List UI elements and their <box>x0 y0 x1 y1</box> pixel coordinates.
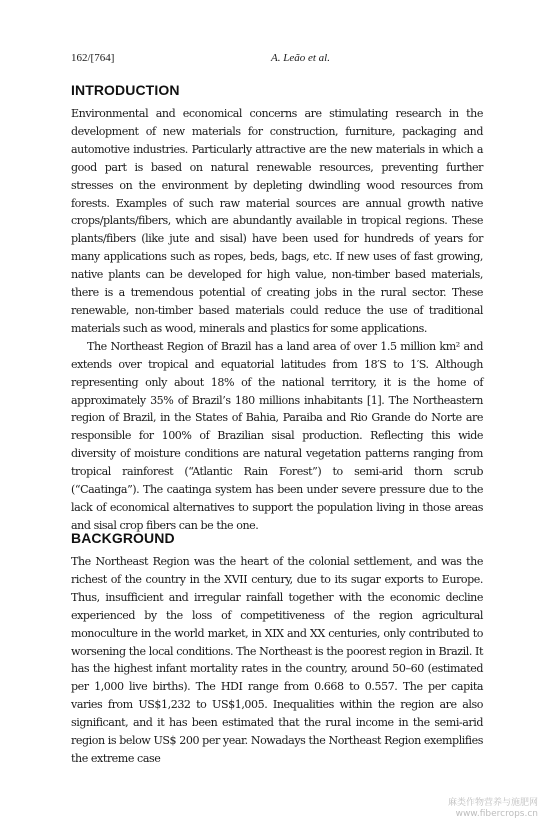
background-paragraph-1: The Northeast Region was the heart of the colonial settlement, and was the richest of the country in the XVII century, due to its sugar exports to Europe. Thus, insufficient and irregular rainfall together with the economic decline experienced by the loss of competitiveness of the region agricultural monoculture in the world market, in XIX and XX centuries, only contributed to worsening the local conditions. The Northeast is the poorest region in Brazil. It has the highest infant mortality rates in the country, around 50–60 (estimated per 1,000 live births). The HDI range from 0.668 to 0.557. The per capita varies from US$1,232 to US$1,005. Inequalities within the region are also significant, and it has been estimated that the rural income in the semi-arid region is below US$ 200 per year. Nowadays the Northeast Region exemplifies the extreme case <box>71 555 483 765</box>
running-header <box>71 52 483 68</box>
introduction-body <box>71 105 483 535</box>
background-body <box>71 553 483 768</box>
introduction-paragraph-1: Environmental and economical concerns are stimulating research in the development of new materials for construction, furniture, packaging and automotive industries. Particularly attractive are the new materials in which a good part is based on natural renewable resources, preventing further stresses on the environment by depleting dwindling wood resources from forests. Examples of such raw material sources are annual growth native crops/plants/fibers, which are abundantly available in tropical regions. These plants/fibers (like jute and sisal) have been used for hundreds of years for many applications such as ropes, beds, bags, etc. If new uses of fast growing, native plants can be developed for high value, non-timber based materials, there is a tremendous potential of creating jobs in the rural sector. These renewable, non-timber based materials could reduce the use of traditional materials such as wood, minerals and plastics for some applications. <box>71 107 483 335</box>
watermark-line-1: 麻类作物营养与施肥网 <box>447 798 538 808</box>
page-number: 162/[764] <box>71 52 115 64</box>
running-authors: A. Leão et al. <box>271 52 330 64</box>
introduction-heading: INTRODUCTION <box>71 82 180 98</box>
watermark-line-2: www.fibercrops.cn <box>455 809 538 819</box>
introduction-paragraph-2: The Northeast Region of Brazil has a land area of over 1.5 million km² and extends over tropical and equatorial latitudes from 18′S to 1′S. Although representing only about 18% of the national territory, it is the home of approximately 35% of Brazil’s 180 millions inhabitants [1]. The Northeastern region of Brazil, in the States of Bahia, Paraiba and Rio Grande do Norte are responsible for 100% of Brazilian sisal production. Reflecting this wide diversity of moisture conditions are natural vegetation patterns ranging from tropical rainforest (“Atlantic Rain Forest”) to semi-arid thorn scrub (“Caatinga”). The caatinga system has been under severe pressure due to the lack of economical alternatives to support the population living in those areas and sisal crop fibers can be the one. <box>71 339 483 532</box>
site-watermark <box>448 798 538 820</box>
background-heading: BACKGROUND <box>71 530 175 546</box>
